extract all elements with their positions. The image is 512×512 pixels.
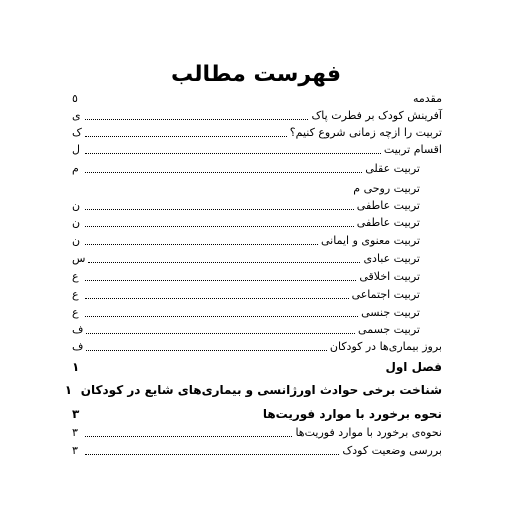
toc-entry-label: تربیت روحی م — [353, 182, 420, 195]
dot-leader — [85, 119, 308, 120]
toc-row — [72, 268, 442, 284]
toc-page-number: م — [72, 162, 79, 175]
toc-entry-label: شناخت برخی حوادث اورژانسی و بیماری‌های شایع در کودکان — [80, 383, 442, 397]
page-title: فهرست مطالب — [170, 62, 342, 87]
toc-entry-label: تربیت جنسی — [361, 306, 420, 319]
dot-leader — [85, 298, 349, 299]
dot-leader — [86, 350, 326, 351]
toc-row — [72, 405, 442, 421]
toc-page-number: ع — [72, 270, 79, 283]
toc-row — [72, 321, 442, 337]
toc-page-number: ٣ — [72, 444, 78, 457]
toc-page-number: ل — [72, 143, 80, 156]
dot-leader — [85, 153, 381, 154]
toc-page-number: ف — [72, 323, 84, 336]
toc-row — [72, 214, 442, 230]
toc-entry-label: تربیت معنوی و ایمانی — [321, 234, 420, 247]
toc-row — [72, 424, 442, 440]
toc-row — [72, 141, 442, 157]
toc-page-number: ن — [72, 216, 81, 229]
toc-entry-label: تربیت را ازچه زمانی شروع کنیم؟ — [289, 126, 442, 139]
toc-row — [72, 232, 442, 248]
toc-row — [72, 442, 442, 458]
dot-leader — [85, 172, 362, 173]
toc-row — [72, 304, 442, 320]
toc-page-number: ٣ — [72, 407, 80, 421]
toc-page-number: ف — [72, 340, 84, 353]
toc-entry-label: تربیت اخلاقی — [359, 270, 420, 283]
dot-leader — [88, 262, 360, 263]
dot-leader — [85, 454, 339, 455]
toc-entry-label: نحوه‌ی برخورد با موارد فوریت‌ها — [295, 426, 442, 439]
toc-entry-label: اقسام تربیت — [383, 143, 442, 156]
toc-page-number: ع — [72, 288, 79, 301]
toc-page-number: ع — [72, 306, 79, 319]
toc-entry-label: تربیت عاطفی — [356, 216, 420, 229]
toc-page-number: ١ — [72, 360, 80, 374]
toc-entry-label: آفرینش کودک بر فطرت پاک — [311, 109, 442, 122]
toc-row — [72, 124, 442, 140]
toc-page-number: ن — [72, 199, 81, 212]
dot-leader — [85, 316, 358, 317]
toc-entry-label: تربیت عاطفی — [356, 199, 420, 212]
dot-leader — [85, 136, 287, 137]
toc-entry-label: تربیت جسمی — [358, 323, 420, 336]
toc-entry-label: تربیت عبادی — [363, 252, 420, 265]
toc-page-number: ٥ — [72, 92, 78, 105]
dot-leader — [86, 333, 355, 334]
toc-row — [72, 358, 442, 374]
toc-entry-label: مقدمه — [412, 92, 442, 105]
toc-row — [72, 180, 442, 196]
dot-leader — [85, 280, 356, 281]
toc-entry-label: بروز بیماری‌ها در کودکان — [329, 340, 442, 353]
toc-page-number: ١ — [64, 383, 73, 397]
toc-page-number: س — [72, 252, 86, 265]
toc-entry-label: بررسی وضعیت کودک — [342, 444, 442, 457]
toc-row — [72, 250, 442, 266]
toc-row — [72, 338, 442, 354]
dot-leader — [85, 436, 292, 437]
toc-page-number: ٣ — [72, 426, 78, 439]
toc-row — [64, 381, 442, 397]
toc-entry-label: نحوه برخورد با موارد فوریت‌ها — [262, 407, 442, 421]
toc-page-number: ی — [72, 109, 81, 122]
toc-page-number: ک — [72, 126, 82, 139]
toc-row — [72, 286, 442, 302]
toc-row — [72, 90, 442, 106]
dot-leader — [85, 209, 354, 210]
toc-entry-label: تربیت عقلی — [365, 162, 420, 175]
toc-row — [72, 107, 442, 123]
toc-row — [72, 160, 442, 176]
toc-row — [72, 197, 442, 213]
toc-entry-label: فصل اول — [385, 360, 442, 374]
dot-leader — [85, 244, 318, 245]
toc-entry-label: تربیت اجتماعی — [351, 288, 420, 301]
dot-leader — [85, 226, 354, 227]
toc-page-number: ن — [72, 234, 81, 247]
